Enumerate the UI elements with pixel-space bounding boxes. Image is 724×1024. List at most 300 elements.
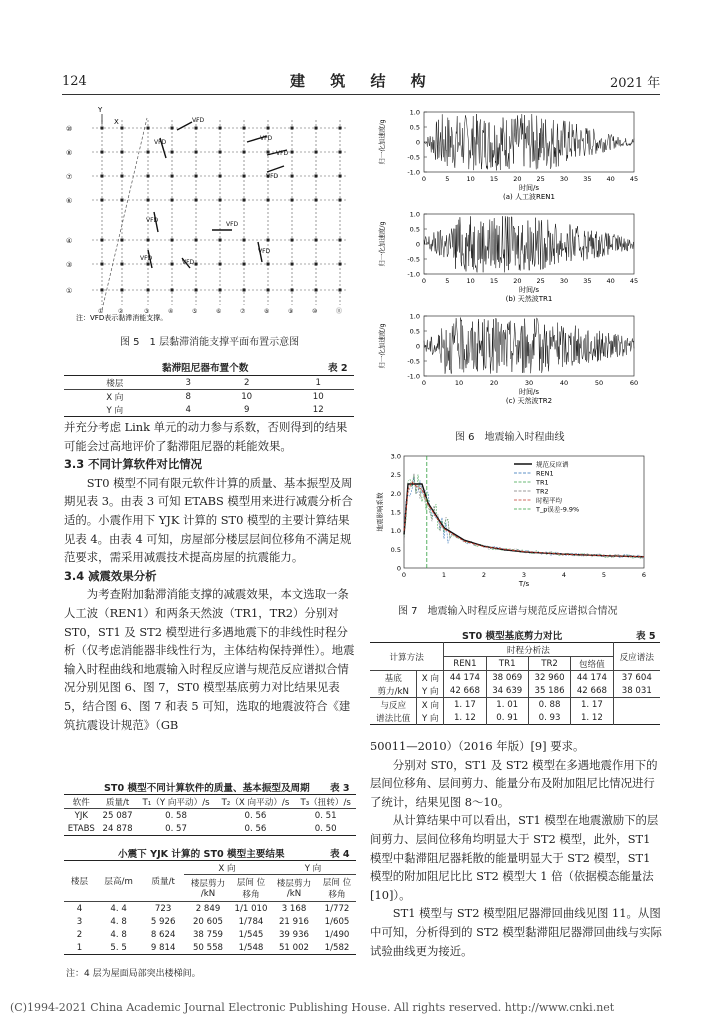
- x-axis-label: X: [114, 118, 119, 126]
- table-cell: 4: [76, 903, 83, 914]
- y-axis-label: 地震影响系数: [376, 492, 384, 532]
- y-tick-label: 0: [415, 342, 420, 351]
- table-cell: 质量/t: [105, 797, 130, 808]
- table-cell: 0. 57: [165, 823, 187, 834]
- table-cell: X 向: [184, 861, 270, 875]
- table-cell: 723: [154, 903, 172, 914]
- column-dot: [267, 263, 270, 266]
- legend: [514, 460, 579, 514]
- table-cell: T₃（扭转）/s: [300, 797, 351, 808]
- y-tick-label: 0.5: [390, 545, 401, 554]
- plot-frame: [424, 316, 634, 376]
- y-tick-label: 1.0: [409, 210, 420, 219]
- column-dot: [101, 199, 104, 202]
- table-cell: X 向: [106, 392, 124, 403]
- table-cell: 3 168: [281, 903, 307, 914]
- diagonal-axis: [102, 118, 147, 310]
- table-cell: 楼层剪力 /kN: [190, 879, 226, 899]
- vfd-label: VFD: [258, 248, 271, 255]
- left-body-text: [64, 418, 356, 734]
- x-tick-label: 3: [521, 571, 527, 579]
- fig6-panel: [377, 313, 638, 406]
- column-dot: [171, 239, 174, 242]
- table-cell: 0. 51: [314, 810, 337, 821]
- table-cell: [613, 698, 660, 712]
- panel-subtitle: (a) 人工波REN1: [503, 193, 555, 201]
- table-cell: 4. 4: [110, 903, 127, 914]
- page-number: 124: [62, 74, 87, 89]
- column-dot: [171, 289, 174, 292]
- table4-number: 表 4: [330, 849, 350, 860]
- table-cell: 1/772: [324, 903, 350, 914]
- table-cell: 0. 91: [486, 711, 528, 725]
- column-dot: [219, 239, 222, 242]
- column-dot: [315, 199, 318, 202]
- x-tick-label: 15: [489, 277, 499, 285]
- column-dot: [243, 263, 246, 266]
- table-cell: 时程分析法: [444, 643, 613, 657]
- table-cell: 0. 56: [244, 810, 267, 821]
- x-tick-label: 4: [561, 571, 567, 579]
- x-tick-label: 0: [421, 379, 427, 387]
- axis-label-col: ⑤: [192, 308, 198, 315]
- waveform-line: [424, 318, 634, 374]
- column-dot: [219, 199, 222, 202]
- table-row: [64, 941, 356, 955]
- x-tick-label: 30: [559, 175, 569, 183]
- column-dot: [121, 289, 124, 292]
- y-tick-label: 0: [396, 564, 401, 573]
- table-cell: 与反应: [370, 698, 417, 712]
- vfd-label: VFD: [154, 139, 167, 146]
- column-dot: [243, 175, 246, 178]
- fig6-panel: [377, 109, 638, 202]
- column-dot: [121, 175, 124, 178]
- column-dot: [219, 127, 222, 130]
- table-cell: TR1: [486, 657, 528, 671]
- table-cell: 4. 8: [110, 916, 127, 927]
- table-cell: 5. 5: [110, 942, 127, 953]
- table4: [64, 860, 356, 955]
- column-dot: [219, 289, 222, 292]
- legend-entry: REN1: [536, 469, 554, 478]
- column-dot: [171, 199, 174, 202]
- table-row: [64, 795, 356, 809]
- table-cell: 2: [243, 377, 250, 388]
- y-tick-label: 3.0: [390, 452, 401, 461]
- series-line-code-spectrum: [404, 484, 644, 557]
- table-cell: 1. 12: [571, 711, 613, 725]
- table-row: [64, 376, 354, 390]
- column-dot: [291, 239, 294, 242]
- column-dot: [315, 263, 318, 266]
- table-cell: 25 087: [102, 810, 133, 821]
- column-dot: [291, 151, 294, 154]
- x-axis-label: 时间/s: [518, 388, 540, 396]
- table-cell: 44 174: [571, 671, 613, 685]
- x-tick-label: 30: [559, 277, 569, 285]
- table-cell: 楼层剪力 /kN: [276, 879, 312, 899]
- column-dot: [195, 151, 198, 154]
- column-dot: [171, 175, 174, 178]
- column-dot: [243, 151, 246, 154]
- table-cell: 计算方法: [370, 643, 444, 671]
- vfd-label: VFD: [266, 173, 279, 180]
- table3: [64, 794, 356, 836]
- x-tick-label: 5: [601, 571, 607, 579]
- column-dot: [267, 289, 270, 292]
- x-tick-label: 15: [489, 175, 499, 183]
- table-cell: [613, 711, 660, 725]
- x-tick-label: 20: [489, 379, 499, 387]
- x-tick-label: 2: [481, 571, 487, 579]
- fig5-note: 注：VFD表示黏滞消能支撑。: [76, 314, 168, 322]
- legend-entry: 时程平均: [536, 496, 562, 505]
- table-cell: REN1: [444, 657, 486, 671]
- column-dot: [195, 263, 198, 266]
- x-tick-label: 10: [466, 175, 475, 183]
- x-tick-label: 40: [559, 379, 569, 387]
- table-cell: 1. 17: [571, 698, 613, 712]
- x-tick-label: 40: [606, 175, 615, 183]
- table-cell: 3: [185, 377, 191, 388]
- table-row: [64, 902, 356, 916]
- column-dot: [101, 289, 104, 292]
- table-cell: 50 558: [192, 942, 224, 953]
- table-cell: 21 916: [278, 916, 310, 927]
- x-axis-label: 时间/s: [518, 286, 540, 294]
- table-row: [370, 684, 660, 698]
- column-dot: [121, 151, 124, 154]
- axis-label-row: ④: [66, 237, 73, 245]
- y-tick-label: -0.5: [407, 255, 420, 264]
- x-tick-label: 45: [629, 277, 639, 285]
- x-axis-label: 时间/s: [518, 184, 540, 192]
- column-dot: [101, 127, 104, 130]
- vfd-label: VFD: [276, 150, 289, 157]
- vfd-label: VFD: [260, 135, 273, 142]
- table-row: [370, 711, 660, 725]
- column-dot: [339, 199, 342, 202]
- vfd-label: VFD: [182, 259, 195, 266]
- x-tick-label: 25: [536, 277, 545, 285]
- paragraph: 50011—2010）（2016 年版）[9] 要求。: [370, 739, 585, 753]
- table-row: [64, 928, 356, 941]
- table2-title: 黏滞阻尼器布置个数: [162, 363, 249, 374]
- y-axis-label: 归一化加速度/g: [378, 323, 386, 369]
- x-tick-label: 0: [401, 571, 407, 579]
- x-tick-label: 20: [513, 175, 522, 183]
- table-cell: 1/582: [324, 942, 350, 953]
- table-cell: 1. 01: [486, 698, 528, 712]
- paragraph: ST0 模型不同有限元软件计算的质量、基本振型及周期见表 3。由表 3 可知 ETABS 模型用来进行减震分析合适的。小震作用下 YJK 计算的 ST0 模型的主要计算结果见表 4。由表 4 可知，房屋部分楼层层间位移角不满足规范要求，需采用减震技术提高房屋的抗震能力。: [64, 475, 353, 565]
- column-dot: [171, 263, 174, 266]
- table-cell: 2: [76, 929, 83, 940]
- column-dot: [267, 199, 270, 202]
- paragraph: 分别对 ST0，ST1 及 ST2 模型在多遇地震作用下的层间位移角、层间剪力、能量分布及附加阻尼比情况进行了统计，结果见图 8～10。: [370, 757, 658, 809]
- vfd-label: VFD: [226, 221, 239, 228]
- column-dot: [195, 239, 198, 242]
- table-cell: 9 814: [150, 942, 176, 953]
- table-cell: 1: [315, 377, 321, 388]
- table5: [370, 642, 660, 725]
- table-cell: 2 849: [195, 903, 221, 914]
- column-dot: [339, 263, 342, 266]
- vfd-label: VFD: [140, 255, 153, 262]
- table-cell: T₂（X 向平动）/s: [221, 797, 290, 808]
- table-cell: 34 639: [486, 684, 528, 698]
- axis-label-row: ⑦: [66, 173, 73, 181]
- table-cell: 基底: [370, 671, 417, 685]
- table-cell: 剪力/kN: [370, 684, 417, 698]
- y-tick-label: 0.5: [409, 225, 420, 234]
- axis-label-col: ⑧: [264, 308, 270, 315]
- x-tick-label: 35: [583, 277, 592, 285]
- table-cell: 8 624: [150, 929, 176, 940]
- column-dot: [243, 127, 246, 130]
- fig6-panel: [377, 211, 638, 304]
- table-cell: 1/490: [324, 929, 350, 940]
- table-row: [64, 390, 354, 404]
- axis-label-col: ⑩: [312, 308, 318, 315]
- table-cell: 包络值: [571, 657, 613, 671]
- table-cell: 37 604: [621, 672, 652, 683]
- x-tick-label: 60: [629, 379, 639, 387]
- waveform-line: [424, 114, 634, 170]
- column-dot: [195, 289, 198, 292]
- y-axis-label: Y: [98, 106, 103, 114]
- table-cell: 谱法比值: [370, 711, 417, 725]
- fig5-caption: 图 5 1 层黏滞消能支撑平面布置示意图: [120, 337, 300, 348]
- column-dot: [121, 199, 124, 202]
- column-dot: [121, 263, 124, 266]
- y-tick-label: 1.0: [390, 527, 401, 536]
- table-cell: 1. 12: [444, 711, 486, 725]
- axis-label-col: ⑪: [336, 308, 343, 315]
- column-dot: [219, 263, 222, 266]
- y-axis-label: 归一化加速度/g: [378, 119, 386, 165]
- table-cell: 1/784: [238, 916, 264, 927]
- table5-title: ST0 模型基底剪力对比: [462, 631, 563, 642]
- table-cell: 51 002: [278, 942, 310, 953]
- table-cell: 4: [185, 404, 191, 415]
- table3-number: 表 3: [330, 783, 350, 794]
- table-cell: 0. 93: [528, 711, 570, 725]
- y-tick-label: -1.0: [407, 168, 420, 177]
- table-cell: 1: [76, 942, 83, 953]
- y-tick-label: -1.0: [407, 372, 420, 381]
- column-dot: [147, 263, 150, 266]
- table-cell: T₁（Y 向平动）/s: [142, 797, 210, 808]
- table2: [64, 375, 354, 417]
- column-dot: [101, 263, 104, 266]
- table-cell: 35 186: [528, 684, 570, 698]
- table-cell: 20 605: [192, 916, 224, 927]
- table-row: [64, 403, 354, 417]
- table-cell: 0. 56: [244, 823, 267, 834]
- waveform-line: [424, 216, 634, 272]
- axis-label-col: ④: [168, 308, 174, 315]
- y-tick-label: 2.5: [390, 471, 401, 480]
- table-cell: 9: [243, 404, 250, 415]
- table-cell: 8: [185, 391, 191, 402]
- table-cell: 38 759: [192, 929, 224, 940]
- panel-subtitle: (b) 天然波TR1: [505, 295, 553, 303]
- fig5-floor-plan: [62, 100, 360, 325]
- table-cell: X 向: [417, 671, 444, 685]
- right-body-text: [370, 737, 662, 960]
- table-cell: TR2: [528, 657, 570, 671]
- column-dot: [291, 199, 294, 202]
- column-dot: [315, 127, 318, 130]
- y-tick-label: 0: [415, 138, 420, 147]
- axis-label-row: ①: [66, 287, 73, 295]
- table-cell: 1/1 010: [234, 903, 268, 914]
- column-dot: [339, 239, 342, 242]
- table-cell: 5 926: [150, 916, 176, 927]
- column-dot: [171, 127, 174, 130]
- paragraph: 为考查附加黏滞消能支撑的减震效果，本文选取一条人工波（REN1）和两条天然波（TR1，TR2）分别对 ST0，ST1 及 ST2 模型进行多遇地震下的非线性时程分析（仅考虑消能器非线性行为，主体结构保持弹性）。地震输入时程曲线和地震输入时程反应谱与规范反应谱拟合情况分别见图 6、图 7，ST0 模型基底剪力对比结果见表 5，结合图 6、图 7 和表 5 可知，选取的地震波符合《建筑抗震设计规范》（GB: [64, 587, 355, 732]
- table-cell: Y 向: [270, 861, 356, 875]
- table-cell: X 向: [417, 698, 444, 712]
- y-tick-label: 0.5: [409, 123, 420, 132]
- table-cell: 42 668: [571, 684, 613, 698]
- x-tick-label: 5: [445, 277, 450, 285]
- column-dot: [339, 289, 342, 292]
- column-dot: [147, 127, 150, 130]
- copyright-footer: (C)1994-2021 China Academic Journal Electronic Publishing House. All rights reserved. http://www.cnki.net: [10, 1001, 615, 1014]
- table-cell: 楼层: [106, 378, 124, 389]
- column-dot: [291, 289, 294, 292]
- panel-subtitle: (c) 天然波TR2: [505, 397, 553, 405]
- axis-label-row: ⑩: [66, 125, 73, 133]
- table-cell: 38 069: [486, 671, 528, 685]
- column-dot: [147, 151, 150, 154]
- y-tick-label: -0.5: [407, 357, 420, 366]
- axis-label-col: ⑦: [240, 308, 246, 315]
- axis-label-col: ①: [98, 308, 104, 315]
- y-tick-label: 0.5: [409, 327, 420, 336]
- table-cell: 44 174: [444, 671, 486, 685]
- axis-label-col: ③: [144, 308, 150, 315]
- table-cell: 层间 位移角: [322, 878, 352, 900]
- table2-number: 表 2: [328, 363, 348, 374]
- table-cell: 1. 17: [444, 698, 486, 712]
- table-cell: 24 878: [102, 823, 133, 834]
- x-tick-label: 25: [536, 175, 545, 183]
- column-dot: [291, 127, 294, 130]
- column-dot: [267, 127, 270, 130]
- table-row: [64, 861, 356, 875]
- column-dot: [121, 127, 124, 130]
- column-dot: [219, 151, 222, 154]
- x-tick-label: 0: [421, 277, 427, 285]
- table5-number: 表 5: [636, 631, 656, 642]
- table-cell: 质量/t: [142, 861, 184, 902]
- vfd-label: VFD: [146, 217, 159, 224]
- section-heading-3-3: 3.3 不同计算软件对比情况: [64, 457, 203, 472]
- x-tick-label: 0: [421, 175, 427, 183]
- column-dot: [243, 239, 246, 242]
- axis-label-row: ③: [66, 261, 73, 269]
- column-dot: [315, 175, 318, 178]
- table-cell: 层高/m: [95, 861, 142, 902]
- column-dot: [171, 151, 174, 154]
- table-cell: 1/548: [238, 942, 264, 953]
- y-tick-label: -1.0: [407, 270, 420, 279]
- legend-entry: 规范反应谱: [536, 460, 569, 469]
- column-dot: [147, 175, 150, 178]
- fig7-response-spectrum: [372, 450, 664, 592]
- x-tick-label: 10: [466, 277, 475, 285]
- column-dot: [339, 175, 342, 178]
- table-cell: YJK: [74, 810, 89, 821]
- table-cell: ETABS: [67, 823, 95, 834]
- column-dot: [121, 239, 124, 242]
- column-dot: [195, 175, 198, 178]
- section-heading-3-4: 3.4 减震效果分析: [64, 568, 157, 583]
- y-axis-label: 归一化加速度/g: [378, 221, 386, 267]
- column-dot: [195, 199, 198, 202]
- column-dot: [101, 239, 104, 242]
- fig7-caption: 图 7 地震输入时程反应谱与规范反应谱拟合情况: [398, 606, 618, 617]
- column-dot: [315, 289, 318, 292]
- legend-entry: T_p误差-9.9%: [536, 505, 580, 514]
- table-row: [370, 643, 660, 657]
- vfd-label: VFD: [192, 117, 205, 124]
- x-tick-label: 20: [513, 277, 522, 285]
- table4-note: 注：4 层为屋面局部突出楼梯间。: [66, 969, 201, 979]
- series-line-tr2: [404, 473, 644, 558]
- series-line-ren1: [404, 477, 644, 558]
- table-cell: 层间 位移角: [236, 878, 266, 900]
- table-cell: Y 向: [106, 405, 124, 416]
- column-dot: [315, 239, 318, 242]
- column-dot: [219, 175, 222, 178]
- table-row: [370, 698, 660, 712]
- table-row: [64, 822, 356, 836]
- fig6-time-histories: [372, 108, 664, 416]
- x-tick-label: 50: [594, 379, 604, 387]
- paragraph: 并充分考虑 Link 单元的动力参与系数，否则得到的结果可能会过高地评价了黏滞阻尼器的耗能效果。: [64, 420, 348, 453]
- table-cell: 软件: [72, 797, 90, 808]
- table-cell: 楼层: [64, 861, 95, 902]
- x-tick-label: 1: [441, 571, 447, 579]
- table-cell: 1/605: [324, 916, 350, 927]
- column-dot: [195, 127, 198, 130]
- axis-label-col: ⑨: [288, 308, 294, 315]
- header-rule: [62, 94, 660, 95]
- x-tick-label: 10: [454, 379, 464, 387]
- column-dot: [147, 239, 150, 242]
- column-dot: [101, 175, 104, 178]
- column-dot: [315, 151, 318, 154]
- column-dot: [339, 127, 342, 130]
- table-cell: 38 031: [621, 685, 652, 696]
- x-tick-label: 45: [629, 175, 639, 183]
- x-tick-label: 30: [524, 379, 534, 387]
- table-cell: Y 向: [417, 711, 444, 725]
- y-tick-label: 2.0: [390, 489, 401, 498]
- y-tick-label: -0.5: [407, 153, 420, 162]
- column-dot: [101, 151, 104, 154]
- table-row: [64, 809, 356, 823]
- column-dot: [291, 263, 294, 266]
- table3-title: ST0 模型不同计算软件的质量、基本振型及周期: [104, 783, 310, 794]
- x-tick-label: 40: [606, 277, 615, 285]
- table-cell: 0. 88: [528, 698, 570, 712]
- axis-label-row: ⑧: [66, 149, 73, 157]
